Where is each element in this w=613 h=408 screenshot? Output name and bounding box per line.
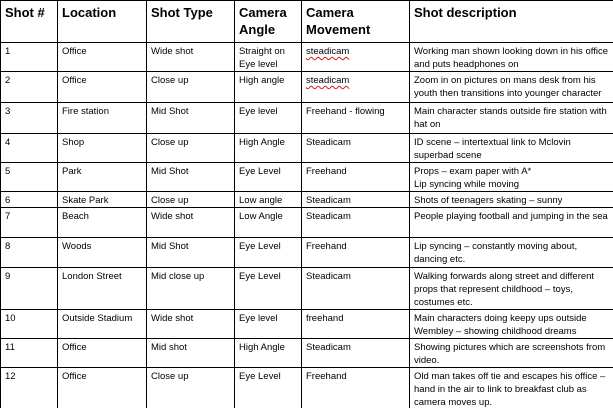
table-row [1, 268, 613, 310]
cell-camera-movement: Freehand [302, 163, 410, 192]
cell-shot-number: 10 [1, 310, 58, 339]
cell-shot-type: Wide shot [147, 310, 235, 339]
table-row [1, 43, 613, 72]
cell-camera-angle: Eye level [235, 103, 302, 134]
table-row [1, 368, 613, 408]
cell-camera-angle: Eye level [235, 310, 302, 339]
cell-shot-type: Close up [147, 134, 235, 163]
cell-camera-movement: Steadicam [302, 268, 410, 310]
cell-shot-number: 5 [1, 163, 58, 192]
table-row [1, 310, 613, 339]
header-shot-number: Shot # [1, 1, 58, 43]
header-location: Location [58, 1, 147, 43]
table-row [1, 103, 613, 134]
cell-shot-description: People playing football and jumping in the sea [410, 208, 613, 238]
cell-shot-type: Mid Shot [147, 103, 235, 134]
cell-shot-type: Mid Shot [147, 163, 235, 192]
cell-location: Beach [58, 208, 147, 238]
cell-camera-angle: Straight on Eye level [235, 43, 302, 72]
cell-camera-movement: Freehand - flowing [302, 103, 410, 134]
header-camera-angle: Camera Angle [235, 1, 302, 43]
cell-shot-type: Close up [147, 192, 235, 208]
cell-shot-type: Mid Shot [147, 238, 235, 268]
cell-shot-type: Mid close up [147, 268, 235, 310]
cell-shot-description: Shots of teenagers skating – sunny [410, 192, 613, 208]
cell-shot-description: Main characters doing keepy ups outside Wembley – showing childhood dreams [410, 310, 613, 339]
cell-location: Shop [58, 134, 147, 163]
cell-shot-description: Old man takes off tie and escapes his office – hand in the air to link to breakfast club as camera moves up. [410, 368, 613, 408]
cell-shot-number: 8 [1, 238, 58, 268]
cell-camera-angle: High Angle [235, 339, 302, 368]
cell-camera-angle: Eye Level [235, 163, 302, 192]
cell-camera-angle: Low Angle [235, 208, 302, 238]
cell-camera-movement [302, 43, 410, 72]
cell-shot-description: ID scene – intertextual link to Mclovin superbad scene [410, 134, 613, 163]
cell-shot-number: 12 [1, 368, 58, 408]
cell-camera-movement: Steadicam [302, 208, 410, 238]
cell-location: Fire station [58, 103, 147, 134]
cell-shot-number: 4 [1, 134, 58, 163]
cell-shot-number: 9 [1, 268, 58, 310]
cell-camera-movement [302, 72, 410, 103]
cell-camera-angle: Eye Level [235, 238, 302, 268]
cell-shot-description: Props – exam paper with A* Lip syncing while moving [410, 163, 613, 192]
cell-shot-description: Working man shown looking down in his office and puts headphones on [410, 43, 613, 72]
cell-location: Office [58, 43, 147, 72]
cell-camera-movement: Freehand [302, 368, 410, 408]
cell-shot-type: Close up [147, 72, 235, 103]
table-row [1, 238, 613, 268]
cell-shot-description: Walking forwards along street and different props that represent childhood – toys, costumes etc. [410, 268, 613, 310]
cell-location: Office [58, 72, 147, 103]
cell-camera-angle: Eye Level [235, 268, 302, 310]
cell-shot-type: Mid shot [147, 339, 235, 368]
cell-location: Woods [58, 238, 147, 268]
cell-camera-angle: High angle [235, 72, 302, 103]
cell-shot-number: 11 [1, 339, 58, 368]
cell-location: Outside Stadium [58, 310, 147, 339]
cell-shot-number: 6 [1, 192, 58, 208]
cell-shot-description: Showing pictures which are screenshots from video. [410, 339, 613, 368]
table-row [1, 163, 613, 192]
cell-shot-type: Wide shot [147, 43, 235, 72]
cell-shot-type: Close up [147, 368, 235, 408]
cell-camera-angle: High Angle [235, 134, 302, 163]
spellcheck-word: steadicam [306, 46, 350, 57]
cell-shot-description: Main character stands outside fire station with hat on [410, 103, 613, 134]
table-row [1, 339, 613, 368]
cell-shot-number: 2 [1, 72, 58, 103]
cell-camera-movement: Steadicam [302, 339, 410, 368]
cell-shot-number: 7 [1, 208, 58, 238]
cell-camera-movement: Steadicam [302, 192, 410, 208]
header-camera-movement: Camera Movement [302, 1, 410, 43]
cell-camera-angle: Low angle [235, 192, 302, 208]
cell-shot-description: Lip syncing – constantly moving about, dancing etc. [410, 238, 613, 268]
table-row [1, 192, 613, 208]
cell-location: London Street [58, 268, 147, 310]
spellcheck-word: steadicam [306, 75, 350, 86]
cell-location: Skate Park [58, 192, 147, 208]
cell-location: Park [58, 163, 147, 192]
cell-shot-number: 3 [1, 103, 58, 134]
header-shot-description: Shot description [410, 1, 613, 43]
cell-shot-description: Zoom in on pictures on mans desk from his youth then transitions into younger character [410, 72, 613, 103]
cell-camera-movement: Freehand [302, 238, 410, 268]
table-row [1, 134, 613, 163]
table-row [1, 72, 613, 103]
cell-camera-angle: Eye Level [235, 368, 302, 408]
table-row [1, 208, 613, 238]
cell-camera-movement: Steadicam [302, 134, 410, 163]
cell-shot-number: 1 [1, 43, 58, 72]
cell-location: Office [58, 368, 147, 408]
header-row [1, 1, 613, 43]
header-shot-type: Shot Type [147, 1, 235, 43]
cell-shot-type: Wide shot [147, 208, 235, 238]
cell-camera-movement: freehand [302, 310, 410, 339]
cell-location: Office [58, 339, 147, 368]
